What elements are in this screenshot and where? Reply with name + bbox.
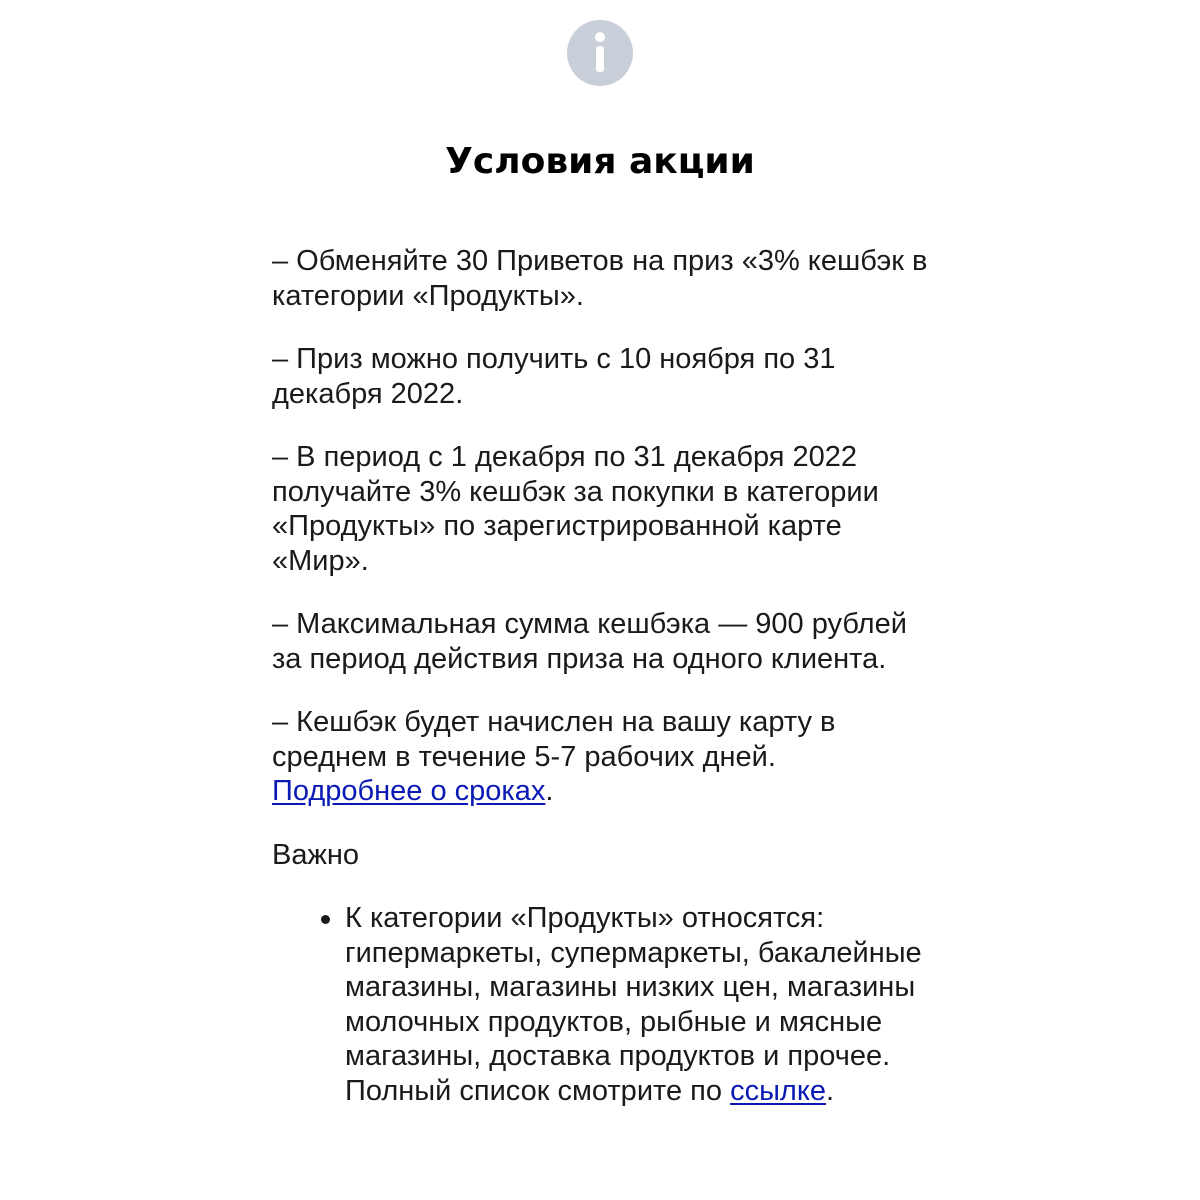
cashback-note-text: – Кешбэк будет начислен на вашу карту в среднем в течение 5-7 рабочих дней. — [272, 706, 836, 773]
term-item: – Приз можно получить с 10 ноября по 31 декабря 2022. — [272, 343, 836, 410]
bullet-suffix: . — [825, 1074, 835, 1107]
term-item: – Обменяйте 30 Приветов на приз «3% кешбэк в категории «Продукты». — [272, 245, 928, 312]
bullet-icon — [321, 915, 330, 924]
term-item: – В период с 1 декабря по 31 декабря 2022 получайте 3% кешбэк за покупки в категории «Продукты» по зарегистрированной карте «Мир». — [272, 441, 879, 577]
terms-content — [272, 244, 932, 1108]
full-list-link[interactable]: ссылке — [730, 1074, 826, 1107]
cashback-note-suffix: . — [545, 775, 554, 807]
bullet-text: К категории «Продукты» относятся: гипермаркеты, супермаркеты, бакалейные магазины, магазины низких цен, магазины молочных продуктов, рыбные и мясные магазины, доставка продуктов и прочее. Полный список смотрите по — [345, 902, 922, 1107]
important-list — [272, 901, 932, 1108]
details-link[interactable]: Подробнее о сроках — [272, 775, 546, 807]
important-heading: Важно — [272, 838, 360, 871]
cashback-note — [272, 705, 932, 809]
list-item — [345, 901, 932, 1108]
term-item: – Максимальная сумма кешбэка — 900 рублей за период действия приза на одного клиента. — [272, 608, 907, 675]
page-title: Условия акции — [445, 141, 755, 182]
info-icon — [567, 20, 633, 86]
